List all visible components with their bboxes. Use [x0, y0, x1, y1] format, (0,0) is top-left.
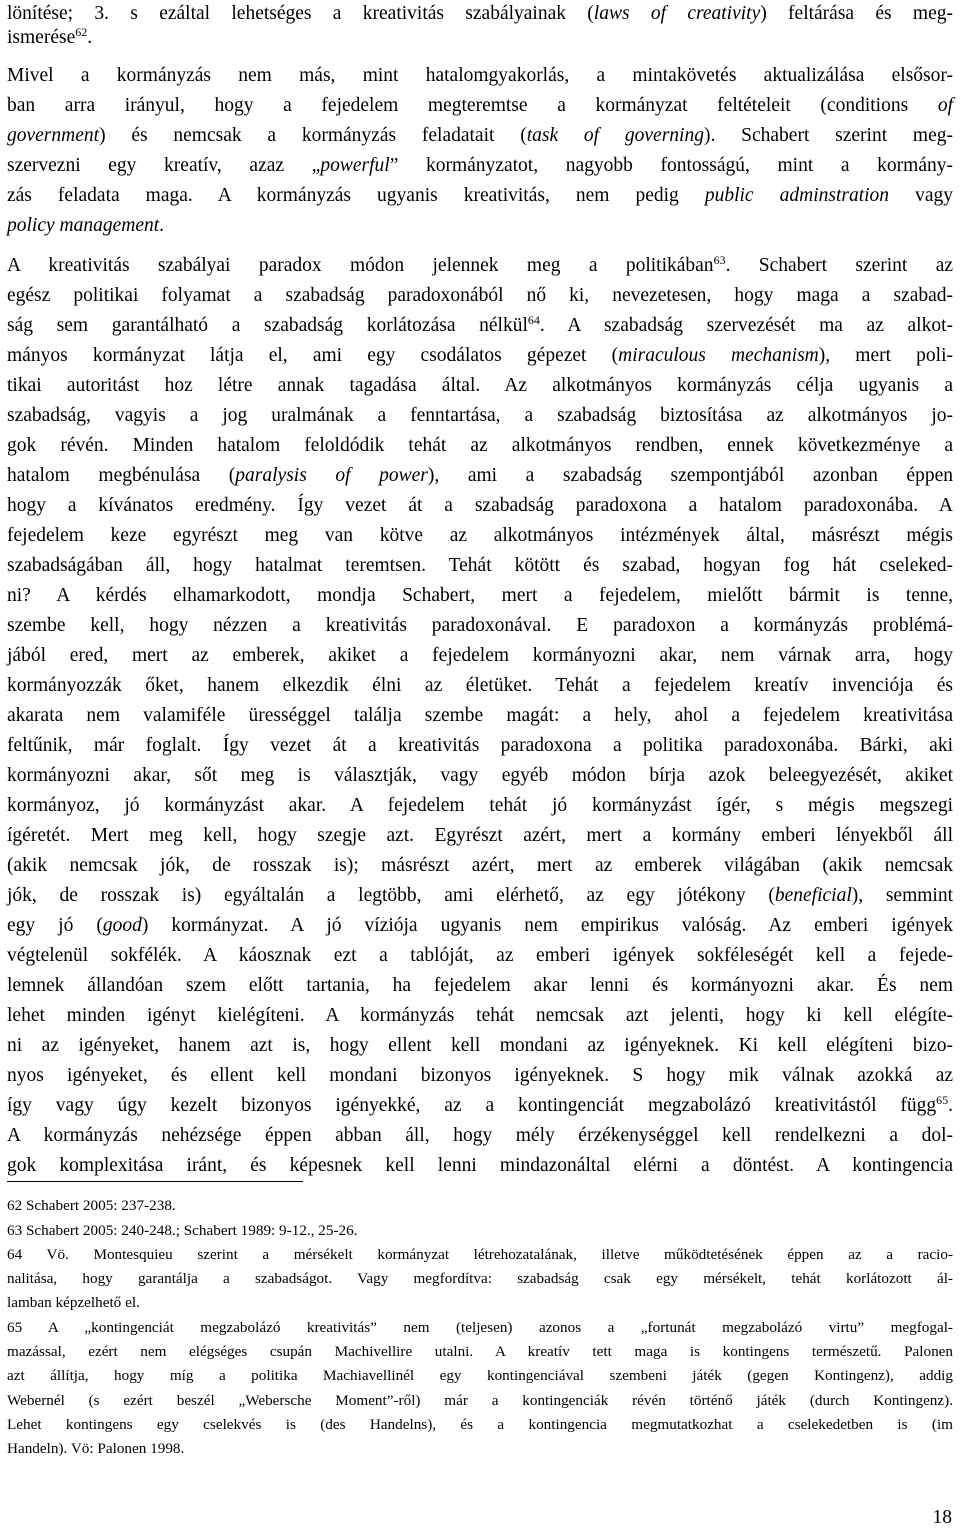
page-number: 18: [932, 1507, 952, 1528]
body-line: gok révén. Minden hatalom feloldódik tehát az alkotmányos rendben, ennek következménye a: [7, 435, 953, 456]
body-line: ígéretét. Mert meg kell, hogy szegje azt. Egyrészt azért, mert a kormány emberi lényekből áll: [7, 825, 953, 846]
footnote-separator: [7, 1181, 303, 1182]
body-line: ni? A kérdés elhamarkodott, mondja Schabert, mert a fejedelem, mielőtt bármit is tenne,: [7, 585, 953, 606]
body-line: zás feladata maga. A kormányzás ugyanis kreativitás, nem pedig public adminstration vagy: [7, 185, 954, 206]
footnote-62: 62 Schabert 2005: 237-238.: [7, 1197, 176, 1214]
footnote-65-cont: Webernél (s ezért beszél „Webersche Moment”-ről) már a kontingenciák révén történő játék (durch Kontingenz).: [7, 1392, 953, 1409]
body-line: feltűnik, már foglalt. Így vezet át a kreativitás paradoxona a politika paradoxonába. Bárki, aki: [7, 735, 953, 756]
body-line: szembe kell, hogy nézzen a kreativitás paradoxonával. E paradoxon a kormányzás problémá-: [7, 615, 953, 636]
body-line: lönítése; 3. s ezáltal lehetséges a kreativitás szabályainak (laws of creativity) feltárása és meg-: [7, 3, 953, 24]
body-line: fejedelem keze egyrészt meg van kötve az alkotmányos intézmények által, másrészt mégis: [7, 525, 953, 546]
body-line: hogy a kívánatos eredmény. Így vezet át a szabadság paradoxona a hatalom paradoxonába. A: [7, 495, 953, 516]
body-line: lehet minden igényt kielégíteni. A kormányzás tehát nemcsak azt jelenti, hogy ki kell elégíte-: [7, 1005, 953, 1026]
footnote-65: 65 A „kontingenciát megzabolázó kreativitás” nem (teljesen) azonos a „fortunát megzabolázó virtu” megfogal-: [7, 1319, 953, 1336]
body-line: ság sem garantálható a szabadság korlátozása nélkül$^{64}$. A szabadság szervezését ma az alkot-: [7, 313, 953, 336]
body-line: nyos igényeket, és ellent kell mondani bizonyos igényeknek. S hogy mik válnak azokká az: [7, 1065, 953, 1086]
body-line: szabadságában áll, hogy hatalmat teremtsen. Tehát kötött és szabad, hogyan fog hát cseleked-: [7, 555, 953, 576]
body-line: így vagy úgy kezelt bizonyos igényekké, az a kontingenciát megzabolázó kreativitástól függ$^{65}$.: [7, 1093, 953, 1116]
footnote-65-cont: azt állítja, hogy míg a politika Machiavellinél egy kontingenciával szembeni játék (gegen Kontingenz), addig: [7, 1367, 953, 1384]
body-line: Mivel a kormányzás nem más, mint hatalomgyakorlás, a mintakövetés aktualizálása elsősor-: [7, 65, 953, 86]
body-line: policy management.: [7, 215, 165, 236]
body-line: kormányozzák őket, hanem elkezdik élni az életüket. Tehát a fejedelem kreatív invenciója és: [7, 675, 953, 696]
footnote-64-cont: lamban képzelhető el.: [7, 1294, 140, 1311]
body-line: mányos kormányzat látja el, ami egy csodálatos gépezet (miraculous mechanism), mert poli-: [7, 345, 954, 366]
body-line: A kreativitás szabályai paradox módon jelennek meg a politikában$^{63}$. Schabert szerint az: [7, 253, 953, 276]
body-line: kormányoz, jó kormányzást akar. A fejedelem tehát jó kormányzást ígér, s mégis megszegi: [7, 795, 953, 816]
body-line: tikai autoritást hoz létre annak tagadása által. Az alkotmányos kormányzás célja ugyanis a: [7, 375, 953, 396]
body-line: lemnek állandóan szem előtt tartania, ha fejedelem akar lenni és kormányozni akar. És nem: [7, 975, 953, 996]
body-line: kormányozni akar, sőt meg is választják, vagy egyéb módon bírja azok beleegyezését, akiket: [7, 765, 953, 786]
body-line: ban arra irányul, hogy a fejedelem megteremtse a kormányzat feltételeit (conditions of: [7, 95, 953, 116]
body-line: végtelenül sokfélék. A káosznak ezt a tablóját, az emberi igények sokféleségét kell a fejede-: [7, 945, 953, 966]
body-line: gok komplexitása iránt, és képesnek kell lenni mindazonáltal elérni a döntést. A kontingencia: [7, 1155, 953, 1176]
body-line: egész politikai folyamat a szabadság paradoxonából nő ki, nevezetesen, hogy maga a szabad-: [7, 285, 953, 306]
footnote-65-cont: Lehet kontingens egy cselekvés is (des Handelns), és a kontingencia megmutatkozhat a cselekedetben is (im: [7, 1416, 953, 1433]
body-line: ni az igényeket, hanem azt is, hogy ellent kell mondani az igényeknek. Ki kell elégíteni bizo-: [7, 1035, 953, 1056]
footnote-64: 64 Vö. Montesquieu szerint a mérsékelt kormányzat létrehozatalának, illetve működtetésének éppen az a racio-: [7, 1246, 953, 1263]
footnote-64-cont: nalitása, hogy garantálja a szabadságot. Vagy megfordítva: szabadság csak egy mérsékelt, tehát korlátozott ál-: [7, 1270, 953, 1287]
body-line: ismerése$^{62}$.: [7, 25, 93, 48]
body-line: jók, de rosszak is) egyáltalán a legtöbb, ami elérhető, az egy jótékony (beneficial), semmint: [7, 885, 953, 906]
footnote-65-cont: mazással, ezért nem elégséges csupán Machivellire utalni. A kreatív tett maga is kontingens természetű. Palonen: [7, 1343, 953, 1360]
footnote-65-cont: Handeln). Vö: Palonen 1998.: [7, 1440, 185, 1457]
body-line: szabadság, vagyis a jog uralmának a fenntartása, a szabadság biztosítása az alkotmányos jo-: [7, 405, 953, 426]
body-line: akarata nem valamiféle ürességgel találja szembe magát: a hely, ahol a fejedelem kreativitása: [7, 705, 953, 726]
body-line: government) és nemcsak a kormányzás feladatait (task of governing). Schabert szerint meg-: [7, 125, 953, 146]
body-line: szervezni egy kreatív, azaz „powerful” kormányzatot, nagyobb fontosságú, mint a kormány-: [7, 155, 953, 176]
footnote-63: 63 Schabert 2005: 240-248.; Schabert 1989: 9-12., 25-26.: [7, 1222, 358, 1239]
body-line: hatalom megbénulása (paralysis of power), ami a szabadság szempontjából azonban éppen: [7, 465, 953, 486]
body-line: egy jó (good) kormányzat. A jó víziója ugyanis nem empirikus valóság. Az emberi igények: [7, 915, 953, 936]
body-line: (akik nemcsak jók, de rosszak is); másrészt azért, mert az emberek világában (akik nemcsak: [7, 855, 953, 876]
body-line: A kormányzás nehézsége éppen abban áll, hogy mély érzékenységgel kell rendelkezni a dol-: [7, 1125, 953, 1146]
body-line: jából ered, mert az emberek, akiket a fejedelem kormányozni akar, nem várnak arra, hogy: [7, 645, 953, 666]
